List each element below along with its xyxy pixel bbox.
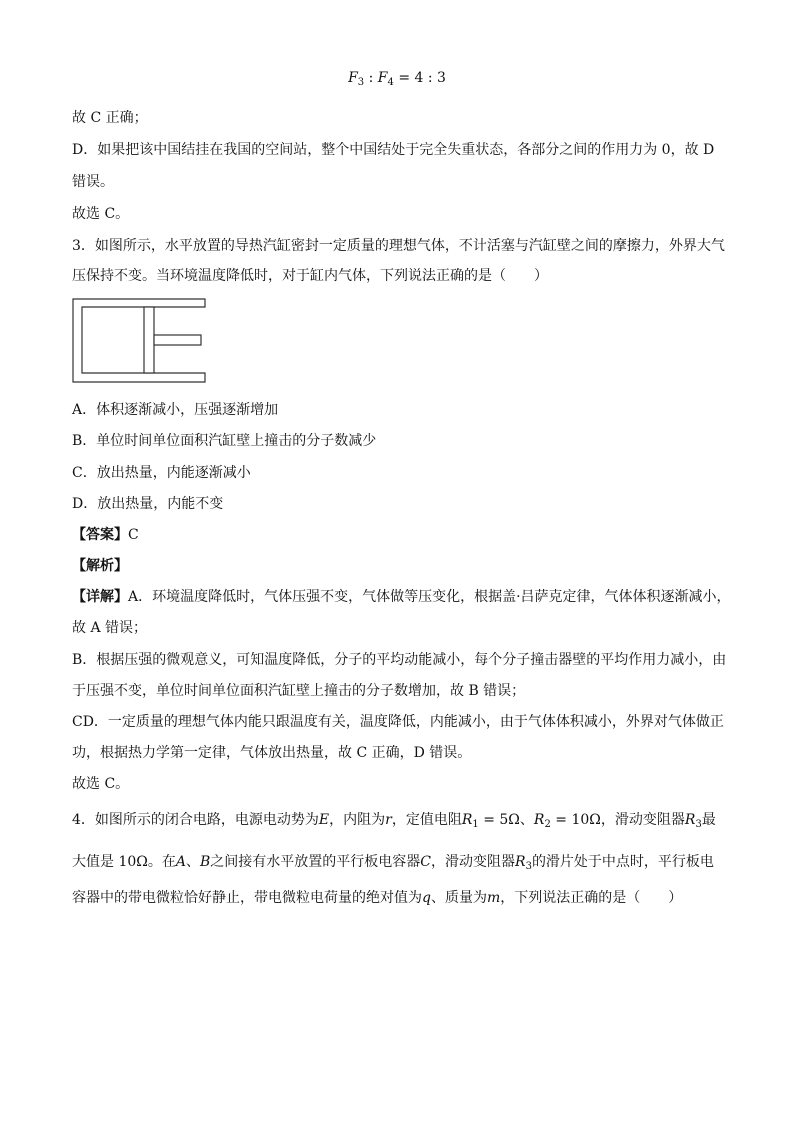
text-line-c-correct: 故 C 正确； [72,110,148,126]
formula-f4-sub: 4 [387,77,394,88]
text-line-d: D．如果把该中国结挂在我国的空间站，整个中国结处于完全失重状态，各部分之间的作用力为 0，故 D [72,142,715,158]
q4-text-a1: 4．如图所示的闭合电路，电源电动势为 [72,812,319,828]
question-3-line-1: 3．如图所示，水平放置的导热汽缸密封一定质量的理想气体，不计活塞与汽缸壁之间的摩擦力，外界大气 [72,238,725,254]
detail-text-1: A．环境温度降低时，气体压强不变，气体做等压变化，根据盖·吕萨克定律，气体体积逐渐减小， [128,589,731,605]
q4-internal-resistance-symbol: r [385,812,392,828]
q4-r3-sub-2: 3 [525,861,532,872]
analysis-label: 【解析】 [72,558,128,574]
option-c: C．放出热量，内能逐渐减小 [72,465,251,481]
question-3-line-2: 压保持不变。当环境温度降低时，对于缸内气体，下列说法正确的是（ ） [72,268,548,284]
q4-capacitor-symbol: C [420,854,432,870]
option-b: B．单位时间单位面积汽缸壁上撞击的分子数减少 [72,433,377,449]
q4-text-a4: ，滑动变阻器 [600,812,685,828]
answer-label: 【答案】 [72,527,128,543]
formula-separator: : [364,70,378,86]
detail-line-5: CD．一定质量的理想气体内能只跟温度有关，温度降低，内能减小，由于气体体积减小，外界对气体做正 [72,714,724,730]
q4-text-c3: ，下列说法正确的是（ ） [500,890,683,906]
question-4-line-2 [72,852,714,877]
q4-text-b4: ，滑动变阻器 [431,854,516,870]
q4-text-c1: 容器中的带电微粒恰好静止，带电微粒电荷量的绝对值为 [72,890,422,906]
q4-r2-value: = 10Ω [550,812,601,828]
question-4-line-1 [72,810,716,835]
q4-point-a: A [175,854,186,870]
q4-text-a2: ，内阻为 [329,812,386,828]
answer-value: C [128,527,139,543]
q4-r2-sub: 2 [544,819,551,830]
q4-text-a3: ，定值电阻 [391,812,462,828]
q4-text-b2: 、 [186,854,200,870]
q4-r3-symbol: R [684,812,696,828]
q4-r2-symbol: R [533,812,545,828]
q4-mass-symbol: m [486,890,501,906]
q4-r3-sub: 3 [695,819,702,830]
detail-label: 【详解】 [72,589,128,605]
formula-f3-sub: 3 [357,77,365,88]
top-formula [0,70,794,88]
q4-point-b: B [200,854,211,870]
formula-f4: F [377,70,388,86]
detail-line-6: 功，根据热力学第一定律，气体放出热量，故 C 正确，D 错误。 [72,745,472,761]
q4-r1-symbol: R [461,812,473,828]
q4-charge-symbol: q [422,890,431,906]
q4-text-c2: 、质量为 [430,890,487,906]
q4-r3-symbol-2: R [515,854,526,870]
q4-emf-symbol: E [318,812,330,828]
q4-r1-sub: 1 [472,819,479,830]
q4-text-b5: 的滑片处于中点时，平行板电 [531,854,714,870]
text-line-d-cont: 错误。 [72,174,114,190]
answer-line [72,525,139,545]
detail-line-3: B．根据压强的微观意义，可知温度降低，分子的平均动能减小，每个分子撞击器壁的平均作用力减小，由 [72,652,727,668]
text-line-choose-c: 故选 C。 [72,206,130,222]
question-4-line-3 [72,888,682,908]
formula-f3: F [348,70,358,86]
detail-line-1 [72,587,731,607]
q4-separator: 、 [519,812,534,828]
detail-line-7: 故选 C。 [72,776,130,792]
option-a: A．体积逐渐减小，压强逐渐增加 [72,402,279,418]
q4-text-b1: 大值是 10Ω。在 [72,854,176,870]
option-d: D．放出热量，内能不变 [72,496,224,512]
q4-text-b3: 之间接有水平放置的平行板电容器 [210,854,421,870]
detail-line-4: 于压强不变，单位时间单位面积汽缸壁上撞击的分子数增加，故 B 错误； [72,683,526,699]
cylinder-piston-diagram [72,298,212,388]
q4-r1-value: = 5Ω [478,812,520,828]
detail-line-2: 故 A 错误； [72,620,148,636]
formula-rhs: = 4 : 3 [393,70,446,86]
q4-text-a5: 最 [701,812,716,828]
analysis-line [72,556,128,576]
